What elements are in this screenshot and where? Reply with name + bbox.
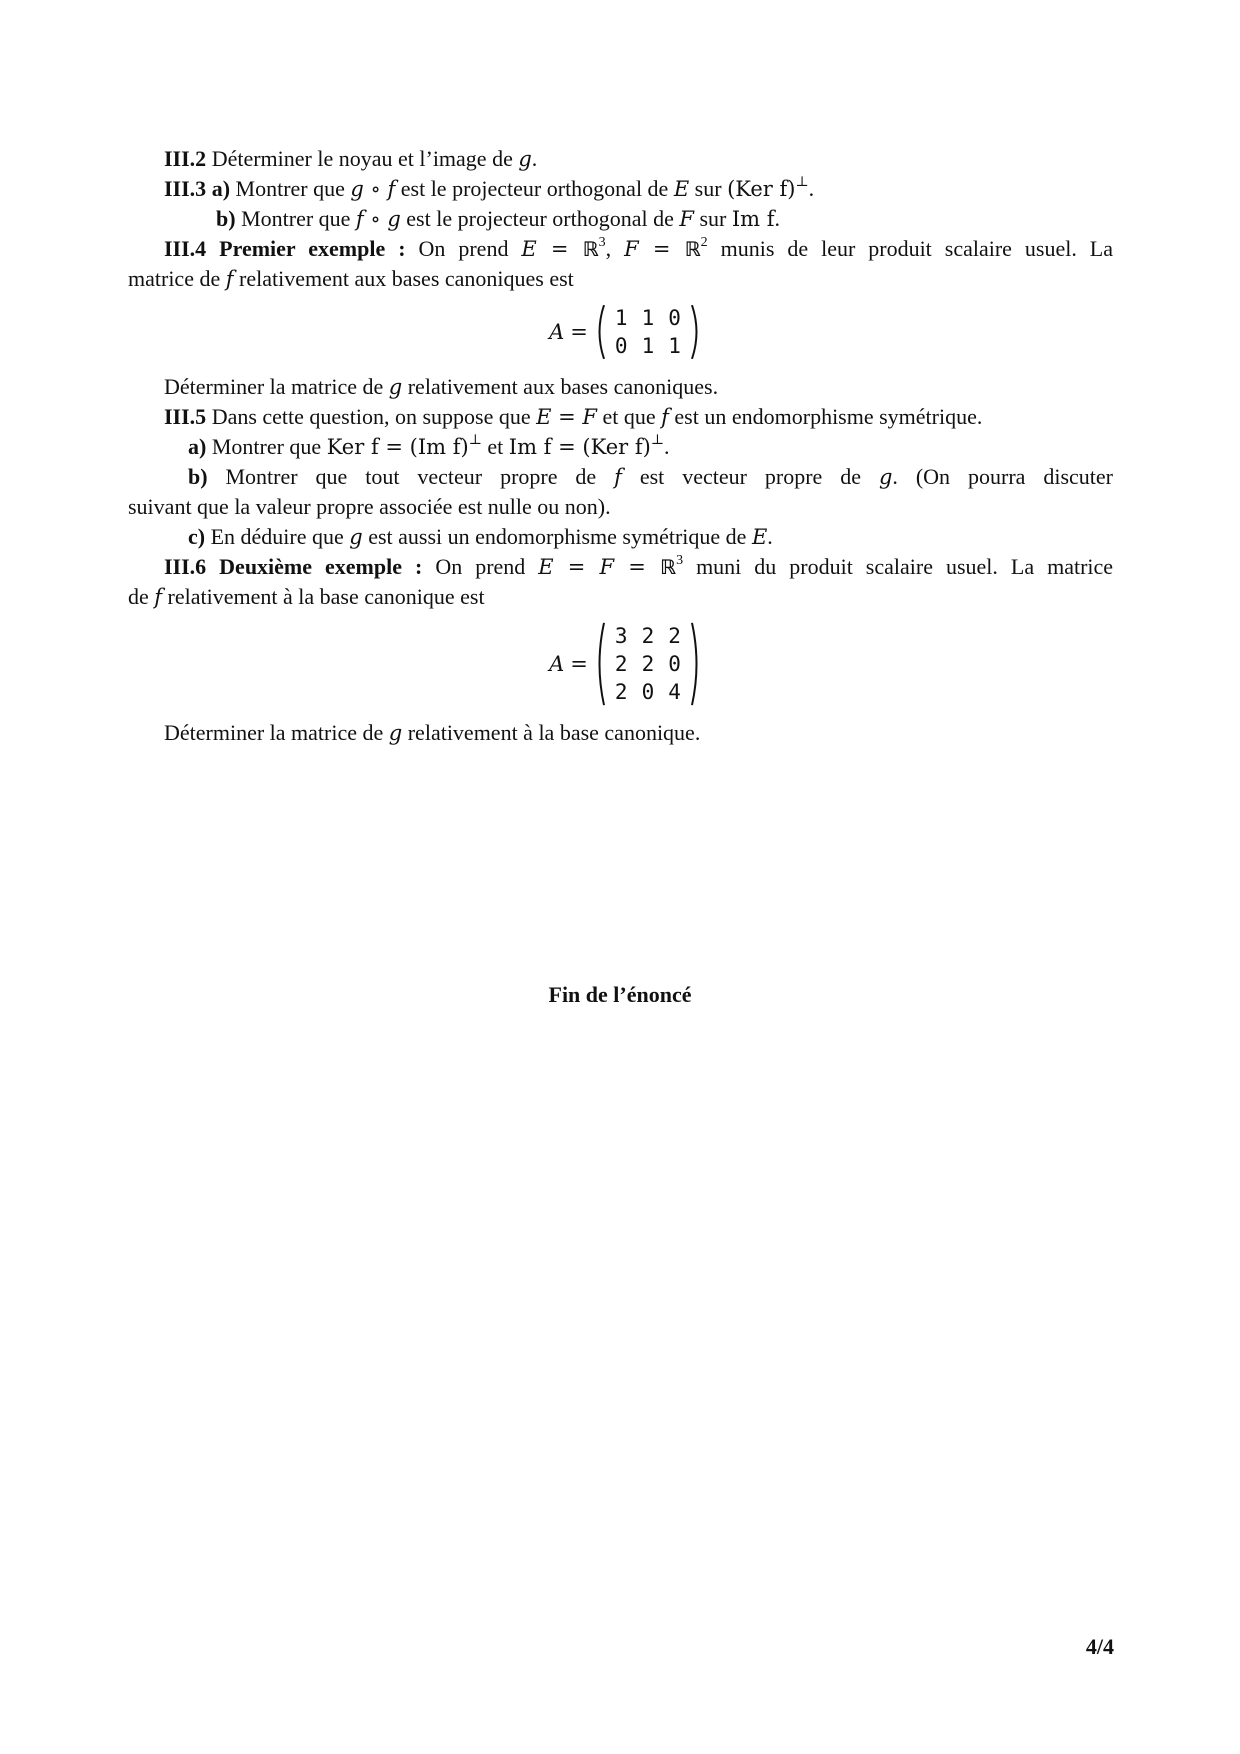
question-text: Déterminer la matrice de bbox=[164, 720, 384, 745]
page-content bbox=[128, 144, 1113, 748]
question-text: est un endomorphisme symétrique. bbox=[674, 404, 983, 429]
question-III-5b-line2 bbox=[128, 492, 1113, 522]
question-III-5c bbox=[128, 522, 1113, 552]
part-label: b) bbox=[188, 464, 208, 489]
question-text: relativement aux bases canoniques. bbox=[407, 374, 719, 399]
exponent: 2 bbox=[700, 234, 708, 250]
question-text: et bbox=[487, 434, 504, 459]
punct: . bbox=[767, 524, 773, 549]
page-number: 4/4 bbox=[1085, 1634, 1114, 1659]
perp-symbol: ⊥ bbox=[795, 174, 809, 190]
question-III-4-line2 bbox=[128, 264, 1113, 294]
matrix-cells bbox=[608, 622, 688, 706]
question-text: sur bbox=[694, 176, 722, 201]
question-III-6-final bbox=[128, 718, 1113, 748]
question-text: et que bbox=[602, 404, 656, 429]
left-paren bbox=[594, 622, 606, 706]
perp-symbol: ⊥ bbox=[650, 432, 664, 448]
matrix-cell: 2 bbox=[641, 624, 655, 648]
question-number: III.6 Deuxième exemple : bbox=[164, 554, 423, 579]
matrix-row bbox=[608, 622, 688, 650]
matrix-cell: 2 bbox=[641, 652, 655, 676]
question-III-6-line2 bbox=[128, 582, 1113, 612]
question-text: de bbox=[128, 584, 149, 609]
question-number: III.3 bbox=[164, 176, 207, 201]
part-label: c) bbox=[188, 524, 206, 549]
question-text: Dans cette question, on suppose que bbox=[211, 404, 531, 429]
matrix-cell: 3 bbox=[614, 624, 628, 648]
math-f: f bbox=[225, 267, 234, 291]
math-f: f bbox=[614, 465, 622, 489]
question-text: Montrer que bbox=[235, 176, 345, 201]
matrix-row bbox=[608, 650, 688, 678]
matrix-cell: 2 bbox=[614, 680, 628, 704]
matrix-row bbox=[608, 678, 688, 706]
math-R: ℝ bbox=[660, 555, 677, 579]
question-III-3b bbox=[128, 204, 1113, 234]
matrix-cell: 1 bbox=[641, 306, 655, 330]
matrix-A-2x3 bbox=[128, 304, 1113, 360]
perp-symbol: ⊥ bbox=[468, 432, 482, 448]
matrix-cell: 4 bbox=[668, 680, 681, 704]
matrix-row bbox=[608, 332, 688, 360]
matrix-A-3x3 bbox=[128, 622, 1113, 706]
math-F-eq: F = bbox=[624, 237, 685, 261]
punct: . bbox=[808, 176, 815, 201]
math-E-F-eq: E = F = bbox=[538, 555, 661, 579]
question-III-5a bbox=[128, 432, 1113, 462]
matrix-cell: 0 bbox=[668, 306, 681, 330]
question-number: III.4 Premier exemple : bbox=[164, 236, 406, 261]
question-text: On prend bbox=[418, 236, 509, 261]
question-III-3a bbox=[128, 174, 1113, 204]
matrix-body bbox=[594, 304, 702, 360]
math-ker-eq: Ker f = (Im f) bbox=[326, 435, 469, 459]
matrix-cell: 1 bbox=[668, 334, 681, 358]
math-f-circ-g: f ∘ g bbox=[355, 207, 401, 231]
right-paren bbox=[690, 304, 702, 360]
question-text: Déterminer le noyau et l’image de bbox=[211, 146, 513, 171]
part-label: b) bbox=[216, 206, 236, 231]
part-label: a) bbox=[211, 176, 231, 201]
matrix-body bbox=[594, 622, 702, 706]
question-text: Montrer que bbox=[211, 434, 322, 459]
exponent: 3 bbox=[598, 234, 606, 250]
exponent: 3 bbox=[676, 552, 684, 568]
question-text: Montrer que tout vecteur propre de bbox=[225, 464, 597, 489]
punct: , bbox=[605, 236, 612, 261]
question-text: relativement à la base canonique. bbox=[407, 720, 701, 745]
math-R: ℝ bbox=[582, 237, 599, 261]
question-text: muni du produit scalaire usuel. La matrice bbox=[696, 554, 1114, 579]
math-g: g bbox=[518, 147, 532, 171]
math-g-circ-f: g ∘ f bbox=[350, 177, 396, 201]
matrix-cell: 1 bbox=[614, 306, 628, 330]
matrix-label: A bbox=[549, 320, 565, 344]
question-III-2 bbox=[128, 144, 1113, 174]
punct: . bbox=[531, 146, 538, 171]
question-III-5b-line1 bbox=[128, 462, 1113, 492]
question-III-6-line1 bbox=[128, 552, 1113, 582]
matrix-cell: 2 bbox=[668, 624, 681, 648]
question-text: matrice de bbox=[128, 266, 221, 291]
matrix-cell: 2 bbox=[614, 652, 628, 676]
question-text: relativement à la base canonique est bbox=[167, 584, 485, 609]
math-R: ℝ bbox=[684, 237, 701, 261]
left-paren bbox=[594, 304, 606, 360]
math-g: g bbox=[878, 465, 893, 489]
matrix-row bbox=[608, 304, 688, 332]
matrix-cell: 0 bbox=[668, 652, 681, 676]
question-text: est le projecteur orthogonal de bbox=[400, 176, 669, 201]
matrix-cell: 0 bbox=[614, 334, 628, 358]
math-g: g bbox=[388, 721, 403, 745]
math-F: F bbox=[679, 207, 694, 231]
punct: . bbox=[663, 434, 670, 459]
question-III-4-line1 bbox=[128, 234, 1113, 264]
question-III-4-final bbox=[128, 372, 1113, 402]
right-paren bbox=[690, 622, 702, 706]
math-E-eq: E = bbox=[521, 237, 583, 261]
part-label: a) bbox=[188, 434, 207, 459]
math-E-eq-F: E = F bbox=[536, 405, 597, 429]
math-E: E bbox=[673, 177, 690, 201]
question-text: munis de leur produit scalaire usuel. La bbox=[720, 236, 1114, 261]
math-f: f bbox=[154, 585, 163, 609]
equals-sign: = bbox=[570, 320, 588, 344]
matrix-label: A bbox=[549, 652, 565, 676]
math-im-f: Im f bbox=[731, 207, 775, 231]
question-text: est aussi un endomorphisme symétrique de bbox=[368, 524, 747, 549]
question-number: III.2 bbox=[164, 146, 207, 171]
question-number: III.5 bbox=[164, 404, 207, 429]
math-g: g bbox=[388, 375, 403, 399]
math-g: g bbox=[349, 525, 363, 549]
matrix-cell: 0 bbox=[641, 680, 655, 704]
question-text: est le projecteur orthogonal de bbox=[406, 206, 674, 231]
matrix-cell: 1 bbox=[641, 334, 655, 358]
question-text: . (On pourra discuter bbox=[892, 464, 1113, 489]
question-text: relativement aux bases canoniques est bbox=[239, 266, 574, 291]
question-III-5 bbox=[128, 402, 1113, 432]
question-text: sur bbox=[699, 206, 727, 231]
punct: . bbox=[774, 206, 780, 231]
math-im-eq: Im f = (Ker f) bbox=[508, 435, 651, 459]
equals-sign: = bbox=[570, 652, 588, 676]
question-text: est vecteur propre de bbox=[639, 464, 862, 489]
end-of-statement: Fin de l’énoncé bbox=[548, 982, 692, 1007]
matrix-cells bbox=[608, 304, 688, 360]
question-text: Déterminer la matrice de bbox=[164, 374, 384, 399]
math-f: f bbox=[661, 405, 669, 429]
question-text: suivant que la valeur propre associée est nulle ou non). bbox=[128, 494, 611, 519]
math-E: E bbox=[751, 525, 768, 549]
question-text: En déduire que bbox=[210, 524, 344, 549]
math-ker-f: (Ker f) bbox=[727, 177, 796, 201]
question-text: Montrer que bbox=[241, 206, 351, 231]
question-text: On prend bbox=[435, 554, 526, 579]
